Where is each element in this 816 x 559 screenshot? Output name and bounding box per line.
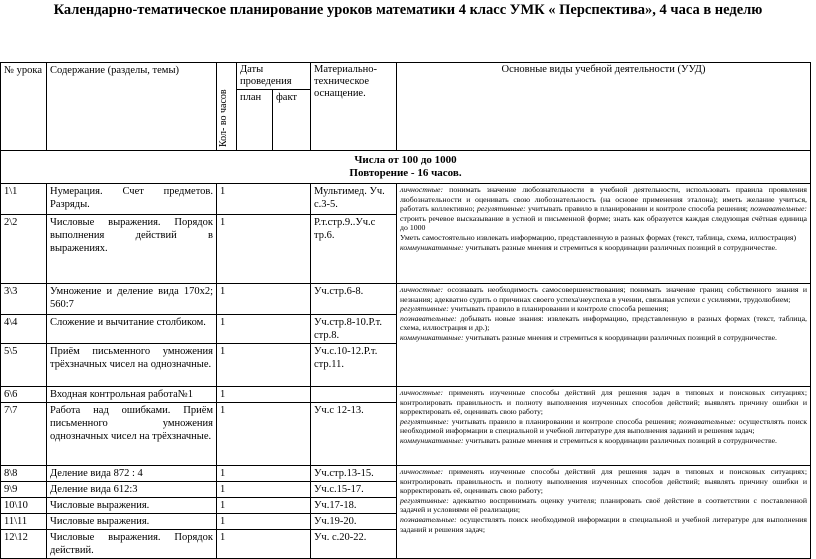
table-row (1, 466, 811, 482)
planning-table (0, 62, 811, 559)
lesson-equipment: Уч.с.10-12.Р.т. стр.11. (311, 344, 397, 387)
activity-communicative-label: коммуникативные: (400, 242, 464, 252)
header-num: № урока (1, 63, 47, 151)
lesson-equipment: Уч.с 12-13. (311, 403, 397, 466)
lesson-number: 8\8 (1, 466, 47, 482)
activity-personal-text: понимать значение любознательности в учебной деятельности, использовать правила проявления любознательности и оценивать свою любознательность (на основе применения эталона); иметь желание учиться, работать коллективно; (400, 185, 807, 214)
lesson-number: 10\10 (1, 498, 47, 514)
header-equipment: Материально-техническое оснащение. (311, 63, 397, 151)
lesson-topic: Приём письменного умножения трёхзначных чисел на однозначные. (47, 344, 217, 387)
page-title: Календарно-тематическое планирование уроков математики 4 класс УМК « Перспектива», 4 часа в неделю (53, 2, 763, 18)
lesson-number: 5\5 (1, 344, 47, 387)
activities-cell (397, 466, 811, 559)
activity-personal-text: осознавать необходимость самосовершенствования; понимать значение границ собственного знания и незнания; адекватно судить о причинах своего успеха\неуспеха в учении, связывая успехи с усилиями, трудолюбием; (400, 285, 807, 304)
lesson-topic: Входная контрольная работа№1 (47, 387, 217, 403)
lesson-number: 4\4 (1, 315, 47, 344)
header-content: Содержание (разделы, темы) (47, 63, 217, 151)
header-hours (217, 63, 237, 151)
section-subtitle: Повторение - 16 часов. (349, 167, 462, 179)
lesson-topic: Числовые выражения. Порядок выполнения действий в выражениях. (47, 215, 217, 284)
activity-personal-label: личностные: (400, 388, 444, 397)
table-row (1, 184, 811, 215)
header-activities: Основные виды учебной деятельности (УУД) (397, 63, 811, 151)
planning-table-container (0, 62, 810, 556)
header-row (1, 63, 811, 90)
lesson-equipment: Уч.19-20. (311, 514, 397, 530)
lesson-equipment: Мультимед. Уч. с.3-5. (311, 184, 397, 215)
activity-regulatory-label: регулятивные: (400, 416, 449, 426)
activity-cognitive-label: познавательные: (400, 514, 457, 524)
activities-cell (397, 184, 811, 284)
lesson-equipment: Уч.стр.6-8. (311, 284, 397, 315)
lesson-number: 1\1 (1, 184, 47, 215)
lesson-hours: 1 (217, 403, 311, 466)
activity-cognitive-label: познавательные: (400, 313, 457, 323)
table-row (1, 387, 811, 403)
activity-communicative-text: учитывать разные мнения и стремиться к координации различных позиций в сотрудничестве. (463, 242, 777, 252)
activity-personal-label: личностные: (400, 467, 444, 476)
section-row (1, 151, 811, 184)
activity-personal-label: личностные: (400, 285, 444, 294)
activities-cell (397, 387, 811, 466)
activity-communicative-text: учитывать разные мнения и стремиться к координации различных позиций в сотрудничестве. (463, 435, 777, 445)
activity-regulatory-label: регулятивные: (476, 204, 526, 214)
activity-cognitive-text: осуществлять поиск необходимой информации в специальной и учебной литературе для выполнения заданий и решения задач; (400, 514, 807, 534)
lesson-number: 12\12 (1, 530, 47, 559)
lesson-number: 9\9 (1, 482, 47, 498)
activity-regulatory-label: регулятивные: (400, 495, 449, 505)
lesson-equipment: Уч.17-18. (311, 498, 397, 514)
lesson-topic: Нумерация. Счет предметов. Разряды. (47, 184, 217, 215)
activity-cognitive-label: познавательные: (679, 416, 736, 426)
activity-personal-label: личностные: (400, 185, 444, 194)
lesson-equipment: Р.т.стр.9..Уч.с тр.6. (311, 215, 397, 284)
activity-communicative-text: учитывать разные мнения и стремиться к координации различных позиций в сотрудничестве. (463, 332, 777, 342)
lesson-number: 6\6 (1, 387, 47, 403)
lesson-topic: Числовые выражения. Порядок действий. (47, 530, 217, 559)
lesson-topic: Работа над ошибками. Приём письменного умножения однозначных чисел на трёхзначные. (47, 403, 217, 466)
lesson-hours: 1 (217, 387, 311, 403)
lesson-hours: 1 (217, 530, 311, 559)
lesson-number: 2\2 (1, 215, 47, 284)
lesson-hours: 1 (217, 184, 311, 215)
activity-cognitive-label: познавательные: (750, 204, 808, 214)
activity-personal-text: применять изученные способы действий для решения задач в типовых и поисковых ситуациях; контролировать правильность и полноту выполнения изученных способов действий; выявлять причину ошибки и корректировать её, оценивать свою работу; (400, 388, 807, 417)
activity-cognitive-text: добывать новые знания: извлекать информацию, представленную в разных формах (текст, таблица, схема, иллюстрация и др.); (400, 313, 807, 333)
lesson-equipment: Уч.с.15-17. (311, 482, 397, 498)
lesson-topic: Сложение и вычитание столбиком. (47, 315, 217, 344)
lesson-equipment: Уч.стр.8-10.Р.т. стр.8. (311, 315, 397, 344)
activity-cognitive-text: осуществлять поиск необходимой информации в специальной и учебной литературе для выполнения заданий и решения задач; (400, 416, 807, 436)
lesson-equipment: Уч.стр.13-15. (311, 466, 397, 482)
lesson-hours: 1 (217, 498, 311, 514)
lesson-topic: Числовые выражения. (47, 498, 217, 514)
activity-regulatory-text: учитывать правило в планировании и контроле способа решения; (448, 416, 677, 426)
lesson-equipment: Уч. с.20-22. (311, 530, 397, 559)
lesson-hours: 1 (217, 482, 311, 498)
lesson-topic: Деление вида 872 : 4 (47, 466, 217, 482)
header-dates: Даты проведения (237, 63, 311, 90)
header-plan: план (237, 90, 273, 151)
lesson-topic: Деление вида 612:3 (47, 482, 217, 498)
activities-cell (397, 284, 811, 387)
lesson-hours: 1 (217, 215, 311, 284)
section-heading (1, 151, 811, 184)
lesson-topic: Числовые выражения. (47, 514, 217, 530)
lesson-number: 3\3 (1, 284, 47, 315)
activity-communicative-label: коммуникативные: (400, 435, 464, 445)
activity-regulatory-label: регулятивные: (400, 304, 449, 314)
header-fact: факт (273, 90, 311, 151)
lesson-number: 7\7 (1, 403, 47, 466)
lesson-equipment (311, 387, 397, 403)
activity-personal-text: применять изученные способы действий для решения задач в типовых и поисковых ситуациях; контролировать правильность и полноту выполнения изученных способов действий; выявлять причину ошибки и корректировать её, оценивать свою работу; (400, 467, 807, 496)
activity-regulatory-text: учитывать правило в планировании и контроле способа решения; (448, 304, 669, 314)
activity-regulatory-text: адекватно воспринимать оценку учителя; планировать своё действие в соответствии с поставленной задачей и условиями её реализации; (400, 495, 807, 515)
lesson-number: 11\11 (1, 514, 47, 530)
header-hours-label: Кол- во часов (218, 89, 229, 147)
lesson-topic: Умножение и деление вида 170х2; 560:7 (47, 284, 217, 315)
activity-extra-text: Уметь самостоятельно извлекать информацию, представленную в разных формах (текст, таблица, схема, иллюстрация) (400, 232, 797, 242)
table-row (1, 284, 811, 315)
activity-cognitive-text: строить речевое высказывание в устной и письменной форме; знать как образуется каждая следующая счётная единица до 1000 (400, 213, 807, 233)
activity-regulatory-text: учитывать правило в планировании и контроле способа решения; (525, 204, 748, 214)
section-title: Числа от 100 до 1000 (354, 154, 457, 166)
activity-communicative-label: коммуникативные: (400, 332, 464, 342)
lesson-hours: 1 (217, 284, 311, 315)
lesson-hours: 1 (217, 315, 311, 344)
lesson-hours: 1 (217, 466, 311, 482)
lesson-hours: 1 (217, 344, 311, 387)
lesson-hours: 1 (217, 514, 311, 530)
